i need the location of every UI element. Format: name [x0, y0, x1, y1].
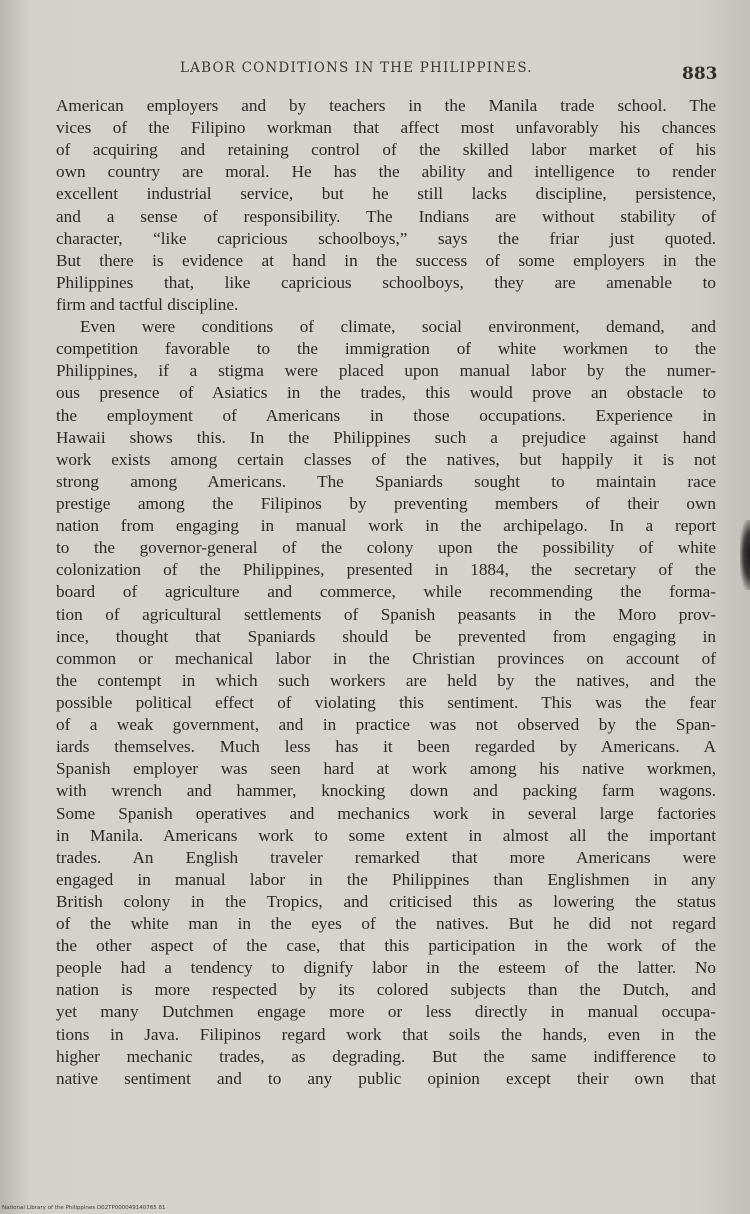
text-line: iards themselves. Much less has it been regarded by Americans. A [56, 737, 716, 757]
text-line: possible political effect of violating this sentiment. This was the fear [56, 692, 716, 712]
text-line: board of agriculture and commerce, while recommending the forma- [56, 582, 716, 602]
text-line: American employers and by teachers in the Manila trade school. The [56, 96, 716, 115]
text-line: nation from engaging in manual work in the archipelago. In a report [56, 516, 716, 536]
text-line: ince, thought that Spaniards should be prevented from engaging in [56, 626, 716, 646]
text-line: strong among Americans. The Spaniards sought to maintain race [56, 471, 716, 491]
text-line: in Manila. Americans work to some extent in almost all the important [56, 825, 716, 845]
text-line: people had a tendency to dignify labor in the esteem of the latter. No [56, 958, 716, 978]
body-text [56, 95, 716, 1090]
text-line: Spanish employer was seen hard at work among his native workmen, [56, 759, 716, 779]
text-line: tions in Java. Filipinos regard work that soils the hands, even in the [56, 1024, 716, 1044]
text-line: prestige among the Filipinos by preventing members of their own [56, 493, 716, 513]
text-line: Hawaii shows this. In the Philippines such a prejudice against hand [56, 427, 716, 447]
text-line: trades. An English traveler remarked that more Americans were [56, 847, 716, 867]
text-line: and a sense of responsibility. The Indians are without stability of [56, 206, 716, 226]
text-line: vices of the Filipino workman that affect most unfavorably his chances [56, 118, 716, 138]
library-stamp: National Library of the Philippines D02TP000049140765 81 [2, 1205, 166, 1211]
text-line: Even were conditions of climate, social environment, demand, and [80, 317, 716, 337]
text-line: firm and tactful discipline. [56, 294, 239, 314]
text-line: with wrench and hammer, knocking down and packing farm wagons. [56, 781, 716, 801]
text-line: to the governor-general of the colony upon the possibility of white [56, 538, 716, 558]
text-line: nation is more respected by its colored subjects than the Dutch, and [56, 980, 716, 1000]
text-line: the other aspect of the case, that this participation in the work of the [56, 936, 716, 956]
text-line: native sentiment and to any public opinion except their own that [56, 1068, 716, 1088]
text-line: Some Spanish operatives and mechanics work in several large factories [56, 803, 716, 823]
text-line: excellent industrial service, but he still lacks discipline, persistence, [56, 184, 716, 204]
text-line: But there is evidence at hand in the success of some employers in the [56, 250, 716, 270]
text-line: Philippines that, like capricious schoolboys, they are amenable to [56, 272, 716, 292]
text-line: tion of agricultural settlements of Spanish peasants in the Moro prov- [56, 604, 716, 624]
text-line: competition favorable to the immigration of white workmen to the [56, 339, 716, 359]
text-line: of a weak government, and in practice was not observed by the Span- [56, 715, 716, 735]
text-line: engaged in manual labor in the Philippines than Englishmen in any [56, 869, 716, 889]
text-line: of acquiring and retaining control of the skilled labor market of his [56, 140, 716, 160]
text-line: own country are moral. He has the ability and intelligence to render [56, 162, 716, 182]
text-line: ous presence of Asiatics in the trades, this would prove an obstacle to [56, 383, 716, 403]
text-line: higher mechanic trades, as degrading. But the same indifference to [56, 1046, 716, 1066]
text-line: Philippines, if a stigma were placed upon manual labor by the numer- [56, 361, 716, 381]
text-line: the contempt in which such workers are held by the natives, and the [56, 670, 716, 690]
text-line: character, “like capricious schoolboys,” says the friar just quoted. [56, 228, 716, 248]
text-line: yet many Dutchmen engage more or less directly in manual occupa- [56, 1002, 716, 1022]
paragraph-1 [56, 95, 716, 316]
text-line: of the white man in the eyes of the natives. But he did not regard [56, 914, 716, 934]
text-line: British colony in the Tropics, and criticised this as lowering the status [56, 891, 716, 911]
page-number: 883 [682, 64, 718, 84]
page-edge-shadow [740, 520, 750, 590]
running-head: LABOR CONDITIONS IN THE PHILIPPINES. [180, 60, 533, 76]
text-line: work exists among certain classes of the natives, but happily it is not [56, 449, 716, 469]
paragraph-2 [56, 316, 716, 1090]
text-line: common or mechanical labor in the Christian provinces on account of [56, 648, 716, 668]
text-line: colonization of the Philippines, presented in 1884, the secretary of the [56, 560, 716, 580]
text-line: the employment of Americans in those occupations. Experience in [56, 405, 716, 425]
